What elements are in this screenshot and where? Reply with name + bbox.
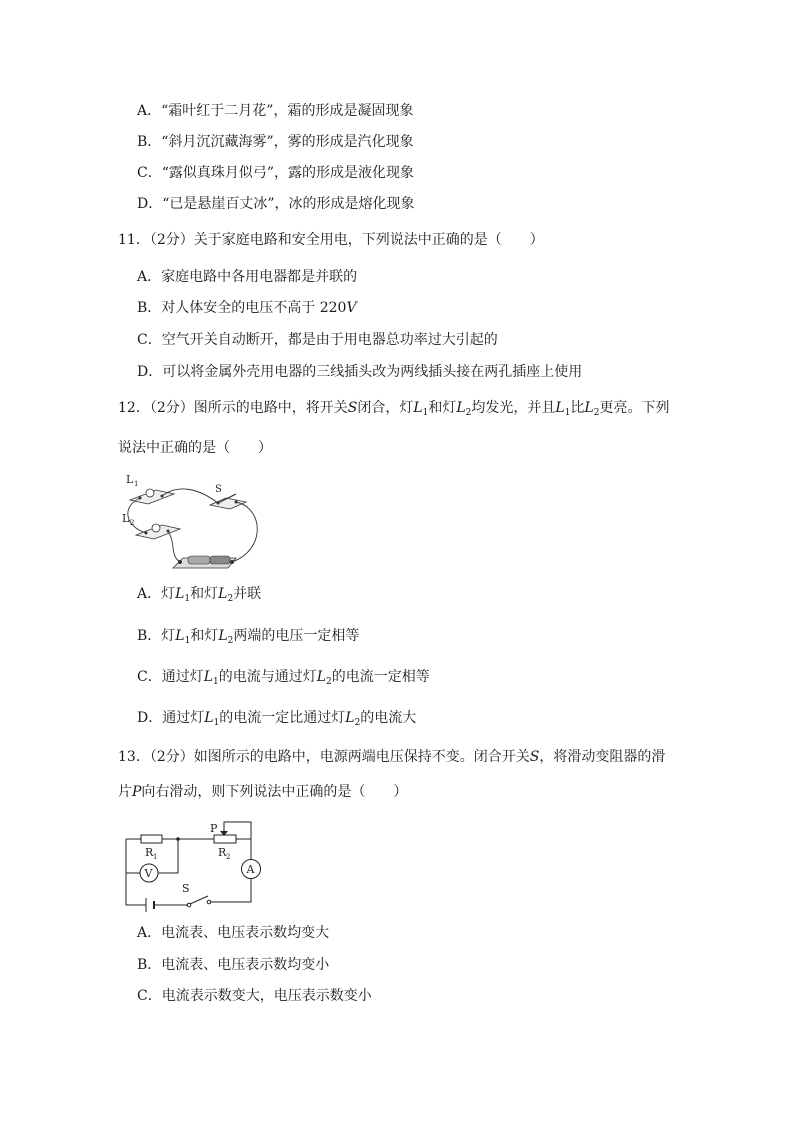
label-l1: L [126,473,134,486]
lamp-symbol: L [204,710,214,726]
q10-option-d [137,194,415,214]
q12-option-a [137,584,261,609]
lamp-symbol: L [584,400,594,416]
stem-text: 闭合，灯 [357,400,414,416]
q12-option-b [137,626,359,651]
option-letter: D． [137,196,163,212]
option-text: 可以将金属外壳用电器的三线插头改为两线插头接在两孔插座上使用 [162,364,583,380]
junction-dot [176,837,180,841]
switch-symbol: S [347,400,358,416]
q13-option-a [137,923,329,943]
stem-text: 和灯 [428,400,457,416]
option-letter: B． [137,957,162,973]
option-text: 家庭电路中各用电器都是并联的 [161,269,358,285]
option-text: “斜月沉沉藏海雾”，雾的形成是汽化现象 [161,134,414,150]
label-r2: R [218,846,227,859]
q13-option-c [137,986,372,1006]
option-letter: B． [137,300,162,316]
option-letter: D． [137,710,163,726]
q11-option-c [137,330,498,350]
stem-text: 比 [570,400,585,416]
switch-s-icon [187,896,211,907]
q10-option-c [137,163,414,183]
rheostat-r2-icon [214,835,236,843]
stem-text: 12．（2分）图所示的电路中，将开关 [118,400,348,416]
lamp-symbol: L [203,669,214,685]
lamp-symbol: L [555,400,565,416]
option-text: 通过灯 [161,669,204,685]
stem-text: 更亮。下列 [599,400,670,416]
option-text: 电流表、电压表示数均变小 [161,957,330,973]
option-letter: A． [137,269,162,285]
q12-stem-line2: 说法中正确的是（ ） [118,440,272,456]
q11-option-b [137,298,357,318]
label-p: P [210,822,218,835]
option-text: 并联 [233,586,262,602]
label-r1-sub: 1 [153,853,158,861]
label-s: S [215,484,222,495]
option-letter: C． [137,669,162,685]
option-text: 的电流大 [360,710,417,726]
subscript: 2 [354,718,361,728]
option-text: 空气开关自动断开，都是由于用电器总功率过大引起的 [161,332,498,348]
switch-symbol: S [529,749,540,765]
lamp-symbol: L [456,400,466,416]
label-l2: L [122,512,130,525]
lamp-symbol: L [218,628,228,644]
battery-icon [173,556,236,568]
option-letter: A． [137,586,162,602]
stem-text: 片 [118,784,132,800]
lamp-symbol: L [413,400,423,416]
stem-text: ，将滑动变阻器的滑 [539,749,666,765]
q13-stem-line2 [118,782,407,802]
subscript: 1 [213,677,219,687]
q10-option-a [137,101,413,121]
q13-stem-line1 [118,747,665,767]
q13-circuit-figure [118,818,268,914]
option-letter: A． [137,103,162,119]
option-text: 的电流与通过灯 [218,669,317,685]
lamp-symbol: L [175,628,185,644]
label-v: V [144,867,153,880]
option-text: 对人体安全的电压不高于 220 [161,300,347,316]
option-text: “霜叶红于二月花”，霜的形成是凝固现象 [161,103,414,119]
q11-option-d [137,362,582,382]
label-r2-sub: 2 [226,853,231,861]
option-text: “已是悬崖百丈冰”，冰的形成是熔化现象 [162,196,415,212]
option-text: 的电流一定相等 [331,669,430,685]
q11-stem: 11．（2分）关于家庭电路和安全用电，下列说法中正确的是（ ） [118,232,544,248]
option-text: 和灯 [190,586,219,602]
stem-text: 13．（2分）如图所示的电路中，电源两端电压保持不变。闭合开关 [118,749,530,765]
subscript: 2 [326,677,332,687]
subscript: 2 [227,636,234,646]
stem-text: 均发光，并且 [471,400,556,416]
lamp-symbol: L [218,586,228,602]
option-letter: A． [137,925,162,941]
battery-cell-icon [146,898,154,912]
label-l1-sub: 1 [134,480,139,488]
label-r1: R [145,846,154,859]
option-text: 两端的电压一定相等 [233,628,360,644]
option-text: 电流表示数变大，电压表示数变小 [161,988,372,1004]
option-text: 通过灯 [162,710,205,726]
stem-text: 向右滑动，则下列说法中正确的是（ ） [141,784,408,800]
option-text: 电流表、电压表示数均变大 [161,925,330,941]
option-letter: C． [137,988,162,1004]
label-s: S [182,882,190,895]
lamp-symbol: L [316,669,327,685]
subscript: 2 [227,594,234,604]
q13-option-b [137,955,329,975]
option-text: “露似真珠月似弓”，露的形成是液化现象 [161,165,415,181]
subscript: 1 [422,408,429,418]
option-text: 和灯 [190,628,219,644]
lamp-symbol: L [175,586,185,602]
option-letter: C． [137,165,162,181]
lamp-l1-icon [130,489,174,504]
label-l2-sub: 2 [130,519,135,527]
subscript: 1 [213,718,220,728]
q12-stem-line1 [118,398,669,423]
q12-circuit-figure [118,470,268,575]
subscript: 1 [184,636,191,646]
subscript: 1 [184,594,191,604]
label-a: A [246,863,255,876]
resistor-r1-icon [141,835,162,843]
option-letter: B． [137,628,162,644]
slider-symbol: P [132,784,142,800]
q12-option-d [137,708,416,733]
option-letter: C． [137,332,162,348]
option-letter: B． [137,134,162,150]
option-unit: V [346,300,357,316]
subscript: 2 [465,408,472,418]
q11-option-a [137,267,357,287]
lamp-symbol: L [345,710,355,726]
option-letter: D． [137,364,163,380]
subscript: 1 [564,408,571,418]
subscript: 2 [593,408,600,418]
q12-option-c [137,667,430,692]
option-text: 灯 [161,628,176,644]
option-text: 灯 [161,586,176,602]
option-text: 的电流一定比通过灯 [219,710,346,726]
q10-option-b [137,132,414,152]
